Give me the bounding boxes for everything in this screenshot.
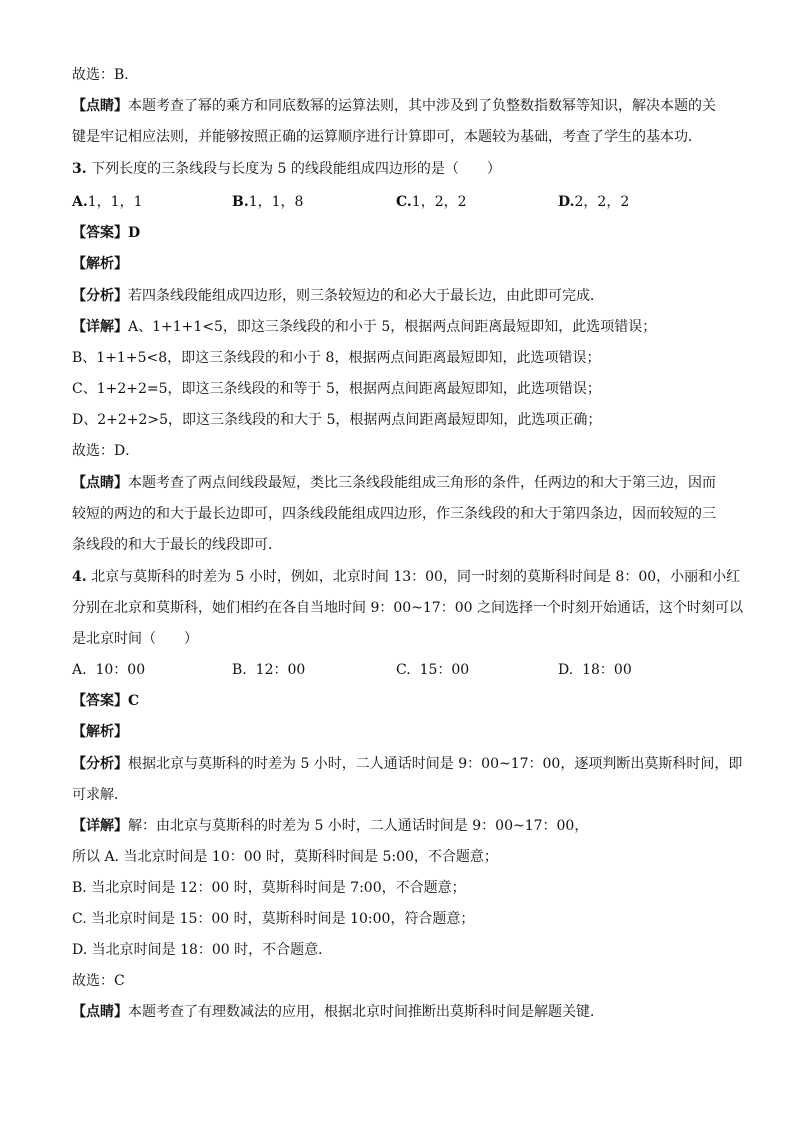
- option-letter: B.: [232, 194, 249, 210]
- q4-choice: 故选：C: [72, 973, 125, 989]
- q4-fenxi-line1: [72, 755, 742, 773]
- q4-stem-line3: 是北京时间（ ）: [72, 631, 198, 647]
- q4-comment: [72, 1003, 604, 1021]
- answer-value: D: [128, 225, 141, 241]
- fenxi-text: 根据北京与莫斯科的时差为 5 小时，二人通话时间是 9：00~17：00，逐项判断出莫斯科时间，即: [128, 756, 743, 772]
- comment-text: 本题考查了两点间线段最短，类比三条线段能组成三角形的条件，任两边的和大于第三边，因而: [128, 475, 716, 491]
- comment-tag: 【点睛】: [72, 475, 128, 491]
- q4-stem-line2: 分别在北京和莫斯科，她们相约在各自当地时间 9：00~17：00 之间选择一个时刻开始通话，这个时刻可以: [72, 600, 743, 616]
- comment-text: 本题考查了有理数减法的应用，根据北京时间推断出莫斯科时间是解题关键．: [128, 1004, 604, 1020]
- q3-option-c: [396, 193, 467, 211]
- q4-option-c: [396, 661, 469, 679]
- option-letter: C.: [396, 194, 412, 210]
- option-text: 2，2，2: [574, 194, 630, 210]
- q3-detail-line1: [72, 318, 656, 336]
- q4-stem-line1: [72, 568, 740, 586]
- q4-fenxi-line2: 可求解．: [72, 787, 128, 803]
- q3-answer: [72, 224, 140, 242]
- answer-value: C: [128, 693, 140, 709]
- question-number: 3.: [72, 161, 87, 177]
- option-letter: D.: [558, 194, 575, 210]
- q3-comment-line2: 较短的两边的和大于最长边即可，四条线段能组成四边形，作三条线段的和大于第四条边，因而较短的三: [72, 506, 716, 522]
- q4-analysis-tag: 【解析】: [72, 724, 128, 740]
- option-letter: D.: [558, 662, 574, 678]
- q4-option-a: [72, 661, 145, 679]
- answer-tag: 【答案】: [72, 693, 128, 709]
- xiangjie-tag: 【详解】: [72, 319, 128, 335]
- q3-option-b: [232, 193, 303, 211]
- option-text: 18：00: [582, 662, 632, 678]
- q4-detail-line4: D. 当北京时间是 18：00 时，不合题意．: [72, 942, 333, 958]
- q4-option-d: [558, 661, 632, 679]
- question-stem-text: 北京与莫斯科的时差为 5 小时，例如，北京时间 13：00，同一时刻的莫斯科时间是 8：00，小丽和小红: [91, 569, 741, 585]
- q3-option-a: [72, 193, 142, 211]
- q3-detail-line4: D、2+2+2>5，即这三条线段的和大于 5，根据两点间距离最短即知，此选项正确；: [72, 412, 602, 428]
- detail-text: A、1+1+1<5，即这三条线段的和小于 5，根据两点间距离最短即知，此选项错误；: [128, 319, 657, 335]
- q2-choice: 故选：B．: [72, 67, 139, 83]
- fenxi-text: 若四条线段能组成四边形，则三条较短边的和必大于最长边，由此即可完成．: [128, 288, 604, 304]
- option-text: 15：00: [419, 662, 470, 678]
- fenxi-tag: 【分析】: [72, 756, 128, 772]
- q3-comment-line3: 条线段的和大于最长的线段即可．: [72, 537, 282, 553]
- q3-choice: 故选：D．: [72, 443, 140, 459]
- option-text: 10：00: [95, 662, 146, 678]
- q4-detail-line3: C. 当北京时间是 15：00 时，莫斯科时间是 10:00，符合题意；: [72, 911, 475, 927]
- question-stem-text: 下列长度的三条线段与长度为 5 的线段能组成四边形的是（ ）: [91, 161, 501, 177]
- q3-analysis-tag: 【解析】: [72, 256, 128, 272]
- xiangjie-tag: 【详解】: [72, 818, 128, 834]
- q3-detail-line2: B、1+1+5<8，即这三条线段的和小于 8，根据两点间距离最短即知，此选项错误；: [72, 350, 601, 366]
- q3-option-d: [558, 193, 629, 211]
- q3-fenxi: [72, 287, 604, 305]
- q4-option-b: [232, 661, 305, 679]
- option-text: 12：00: [255, 662, 306, 678]
- option-text: 1，1，1: [87, 194, 143, 210]
- xiangjie-text: 解：由北京与莫斯科的时差为 5 小时，二人通话时间是 9：00~17：00，: [128, 818, 589, 834]
- q2-comment-line1: [72, 97, 716, 115]
- comment-tag: 【点睛】: [72, 98, 128, 114]
- comment-text: 本题考查了幂的乘方和同底数幂的运算法则，其中涉及到了负整数指数幂等知识，解决本题的关: [128, 98, 716, 114]
- option-letter: A.: [72, 194, 88, 210]
- q4-detail-line1: 所以 A. 当北京时间是 10：00 时，莫斯科时间是 5:00，不合题意；: [72, 849, 498, 865]
- q3-detail-line3: C、1+2+2=5，即这三条线段的和等于 5，根据两点间距离最短即知，此选项错误；: [72, 381, 601, 397]
- option-letter: B.: [232, 662, 247, 678]
- q2-comment-line2: 键是牢记相应法则，并能够按照正确的运算顺序进行计算即可，本题较为基础，考查了学生的基本功．: [72, 129, 702, 145]
- option-letter: C.: [396, 662, 411, 678]
- fenxi-tag: 【分析】: [72, 288, 128, 304]
- comment-tag: 【点睛】: [72, 1004, 128, 1020]
- option-text: 1，1，8: [248, 194, 304, 210]
- q3-comment-line1: [72, 474, 716, 492]
- q4-detail-line2: B. 当北京时间是 12：00 时，莫斯科时间是 7:00，不合题意；: [72, 880, 466, 896]
- option-text: 1，2，2: [411, 194, 467, 210]
- q3-stem: [72, 160, 501, 178]
- q4-xiangjie: [72, 817, 588, 835]
- option-letter: A.: [72, 662, 87, 678]
- q4-answer: [72, 692, 139, 710]
- question-number: 4.: [72, 569, 87, 585]
- answer-tag: 【答案】: [72, 225, 128, 241]
